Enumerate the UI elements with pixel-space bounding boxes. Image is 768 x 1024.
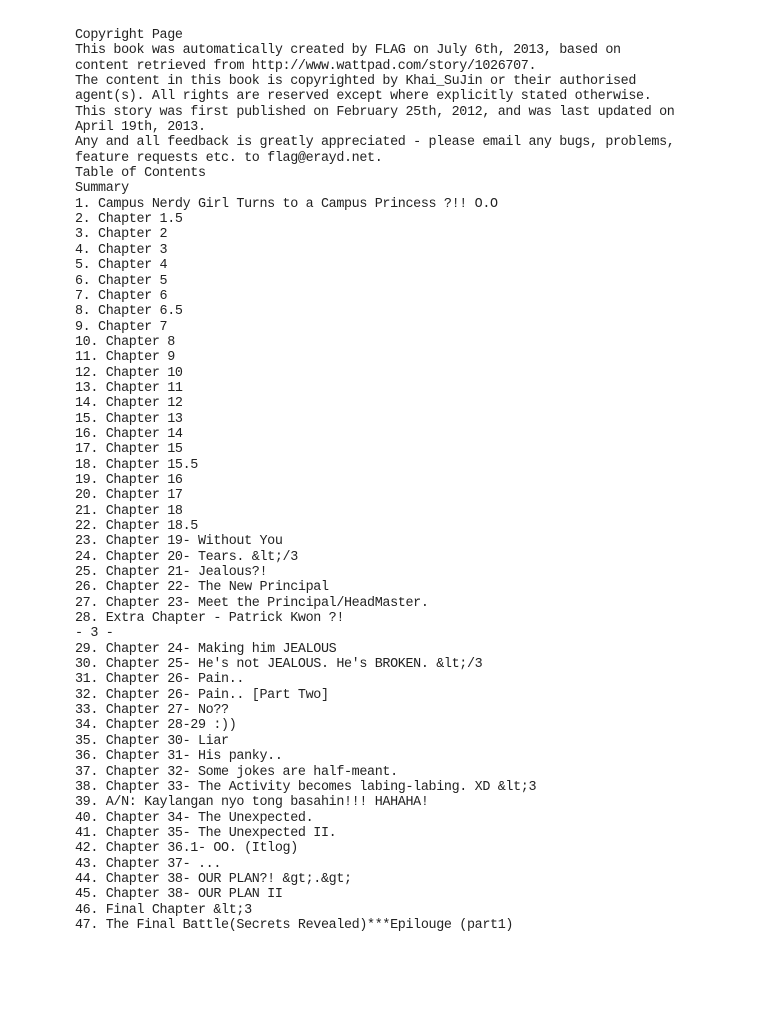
- toc-summary: Summary: [75, 181, 129, 197]
- toc-item: 18. Chapter 15.5: [75, 457, 198, 473]
- toc-item: 39. A/N: Kaylangan nyo tong basahin!!! HAHAHA!: [75, 795, 429, 811]
- toc-item: 13. Chapter 11: [75, 380, 183, 396]
- toc-item: 1. Campus Nerdy Girl Turns to a Campus Princess ?!! O.O: [75, 196, 498, 212]
- toc-item: 14. Chapter 12: [75, 396, 183, 412]
- toc-item: 27. Chapter 23- Meet the Principal/HeadMaster.: [75, 595, 429, 611]
- toc-item: 21. Chapter 18: [75, 503, 183, 519]
- page-number: - 3 -: [75, 626, 114, 642]
- toc-item: 43. Chapter 37- ...: [75, 856, 222, 872]
- toc-item: 30. Chapter 25- He's not JEALOUS. He's BROKEN. &lt;/3: [75, 657, 483, 673]
- toc-item: 38. Chapter 33- The Activity becomes labing-labing. XD &lt;3: [75, 779, 537, 795]
- copyright-line: agent(s). All rights are reserved except where explicitly stated otherwise.: [75, 89, 652, 105]
- toc-list: [75, 197, 755, 934]
- toc-item: 32. Chapter 26- Pain.. [Part Two]: [75, 687, 329, 703]
- toc-item: 46. Final Chapter &lt;3: [75, 902, 252, 918]
- toc-item: 36. Chapter 31- His panky..: [75, 749, 283, 765]
- copyright-line: feature requests etc. to flag@erayd.net.: [75, 150, 383, 166]
- toc-item: 9. Chapter 7: [75, 319, 168, 335]
- toc-heading: Table of Contents: [75, 166, 206, 182]
- toc-item: 22. Chapter 18.5: [75, 519, 198, 534]
- toc-item: 16. Chapter 14: [75, 426, 183, 442]
- copyright-line: content retrieved from http://www.wattpad.com/story/1026707.: [75, 58, 537, 74]
- toc-item: 31. Chapter 26- Pain..: [75, 672, 245, 688]
- toc-item: 12. Chapter 10: [75, 365, 183, 381]
- toc-item: 11. Chapter 9: [75, 350, 175, 366]
- toc-item: 5. Chapter 4: [75, 258, 168, 274]
- copyright-line: April 19th, 2013.: [75, 120, 206, 136]
- toc-item: 19. Chapter 16: [75, 472, 183, 488]
- toc-item: 24. Chapter 20- Tears. &lt;/3: [75, 549, 298, 565]
- toc-item: 10. Chapter 8: [75, 334, 175, 350]
- toc-item: 25. Chapter 21- Jealous?!: [75, 565, 268, 581]
- toc-item: 29. Chapter 24- Making him JEALOUS: [75, 641, 337, 657]
- toc-item: 44. Chapter 38- OUR PLAN?! &gt;.&gt;: [75, 871, 352, 887]
- toc-item: 17. Chapter 15: [75, 442, 183, 458]
- toc-item: 28. Extra Chapter - Patrick Kwon ?!: [75, 611, 344, 627]
- document-page: [75, 28, 755, 933]
- toc-item: 41. Chapter 35- The Unexpected II.: [75, 825, 337, 841]
- copyright-line: This story was first published on February 25th, 2012, and was last updated on: [75, 104, 675, 120]
- copyright-line: Any and all feedback is greatly appreciated - please email any bugs, problems,: [75, 135, 675, 151]
- toc-item: 26. Chapter 22- The New Principal: [75, 580, 329, 596]
- toc-item: 20. Chapter 17: [75, 488, 183, 504]
- toc-item: 40. Chapter 34- The Unexpected.: [75, 810, 314, 826]
- toc-item: 23. Chapter 19- Without You: [75, 534, 283, 550]
- toc-item: 42. Chapter 36.1- OO. (Itlog): [75, 841, 298, 857]
- toc-item: 4. Chapter 3: [75, 242, 168, 258]
- toc-item: 33. Chapter 27- No??: [75, 703, 229, 719]
- toc-item: 2. Chapter 1.5: [75, 212, 183, 228]
- toc-item: 3. Chapter 2: [75, 227, 168, 243]
- toc-item: 45. Chapter 38- OUR PLAN II: [75, 887, 283, 903]
- copyright-line: This book was automatically created by FLAG on July 6th, 2013, based on: [75, 43, 621, 59]
- toc-item: 37. Chapter 32- Some jokes are half-meant.: [75, 764, 398, 780]
- toc-item: 47. The Final Battle(Secrets Revealed)***Epilouge (part1): [75, 917, 514, 933]
- toc-item: 15. Chapter 13: [75, 411, 183, 427]
- toc-item: 6. Chapter 5: [75, 273, 168, 289]
- toc-item: 8. Chapter 6.5: [75, 304, 183, 320]
- copyright-line: The content in this book is copyrighted by Khai_SuJin or their authorised: [75, 74, 637, 90]
- toc-item: 35. Chapter 30- Liar: [75, 733, 229, 749]
- toc-item: 34. Chapter 28-29 :)): [75, 718, 237, 734]
- copyright-heading: Copyright Page: [75, 28, 183, 43]
- toc-item: 7. Chapter 6: [75, 288, 168, 304]
